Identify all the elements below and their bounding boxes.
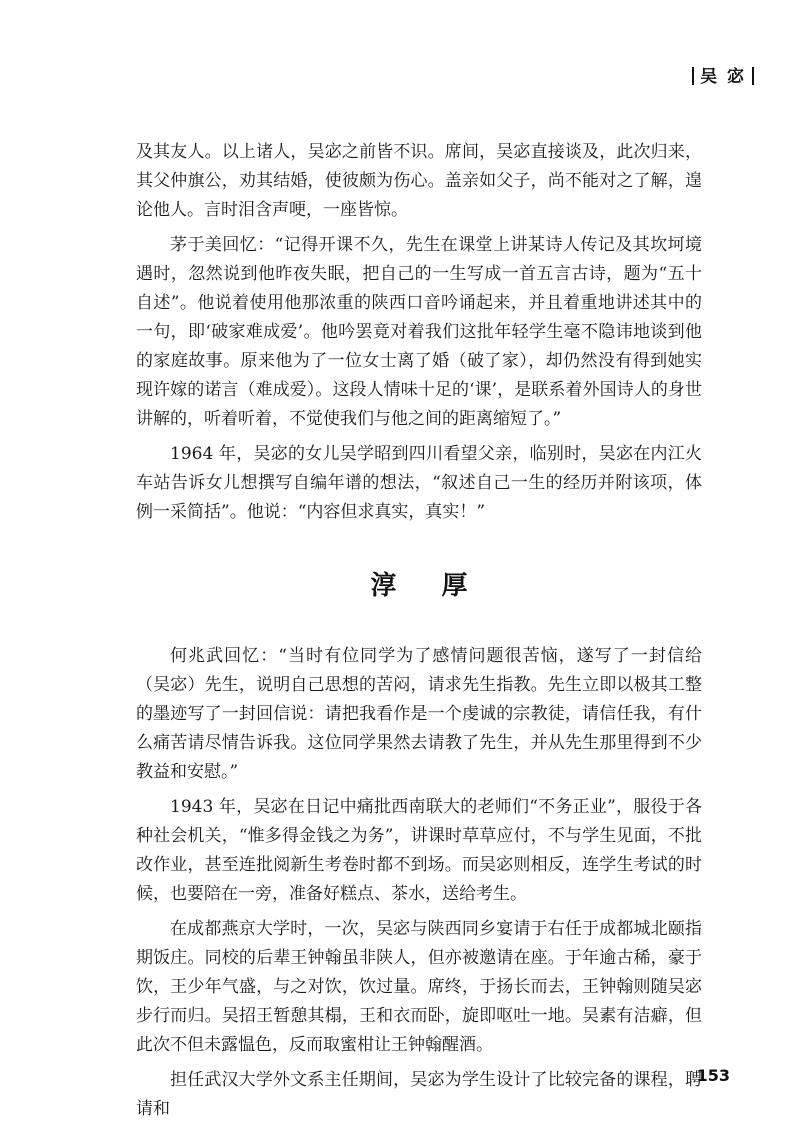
- header-divider-left: [692, 67, 694, 85]
- paragraph: 茅于美回忆：“记得开课不久，先生在课堂上讲某诗人传记及其坎坷境遇时，忽然说到他昨夜失眠，把自己的一生写成一首五言古诗，题为“五十自述”。他说着使用他那浓重的陕西口音吟诵起来，并且着重地讲述其中的一句，即‘破家难成爱’。他吟罢竟对着我们这批年轻学生毫不隐讳地谈到他的家庭故事。原来他为了一位女士离了婚（破了家），却仍然没有得到她实现许嫁的诺言（难成爱）。这段人情味十足的‘课’，是联系着外国诗人的身世讲解的，听着听着，不觉使我们与他之间的距离缩短了。”: [136, 235, 702, 429]
- paragraph: 1943 年，吴宓在日记中痛批西南联大的老师们“不务正业”，服役于各种社会机关，“惟多得金钱之为务”，讲课时草草应付，不与学生见面，不批改作业，甚至连批阅新生考卷时都不到场。而吴宓则相反，连学生考试的时候，也要陪在一旁，准备好糕点、茶水，送给考生。: [136, 797, 702, 904]
- page-number: 153: [696, 1066, 730, 1085]
- running-header: [686, 62, 760, 87]
- paragraph: 何兆武回忆：“当时有位同学为了感情问题很苦恼，遂写了一封信给（吴宓）先生，说明自己思想的苦闷，请求先生指教。先生立即以极其工整的墨迹写了一封回信说：请把我看作是一个虔诚的宗教徒，请信任我，有什么痛苦请尽情告诉我。这位同学果然去请教了先生，并从先生那里得到不少教益和安慰。”: [136, 646, 702, 782]
- paragraph: 担任武汉大学外文系主任期间，吴宓为学生设计了比较完备的课程，聘请和: [136, 1070, 702, 1119]
- paragraph-continued: 及其友人。以上诸人，吴宓之前皆不识。席间，吴宓直接谈及，此次归来，其父仲旗公，劝其结婚，使彼颇为伤心。盖亲如父子，尚不能对之了解，遑论他人。言时泪含声哽，一座皆惊。: [136, 142, 702, 220]
- section-heading: 淳 厚: [370, 571, 486, 601]
- running-title: 吴 宓: [700, 67, 746, 87]
- paragraph: 在成都燕京大学时，一次，吴宓与陕西同乡宴请于右任于成都城北颐指期饭庄。同校的后辈王钟翰虽非陕人，但亦被邀请在座。于年逾古稀，豪于饮，王少年气盛，与之对饮，饮过量。席终，于扬长而去，王钟翰则随吴宓步行而归。吴招王暂憩其榻，王和衣而卧，旋即呕吐一地。吴素有洁癖，但此次不但未露愠色，反而取蜜柑让王钟翰醒酒。: [136, 919, 702, 1055]
- paragraph: 1964 年，吴宓的女儿吴学昭到四川看望父亲，临别时，吴宓在内江火车站告诉女儿想撰写自编年谱的想法，“叙述自己一生的经历并附该项，体例一采简括”。他说：“内容但求真实，真实！”: [136, 444, 702, 522]
- page-body: [136, 138, 702, 1130]
- header-divider-right: [752, 67, 754, 85]
